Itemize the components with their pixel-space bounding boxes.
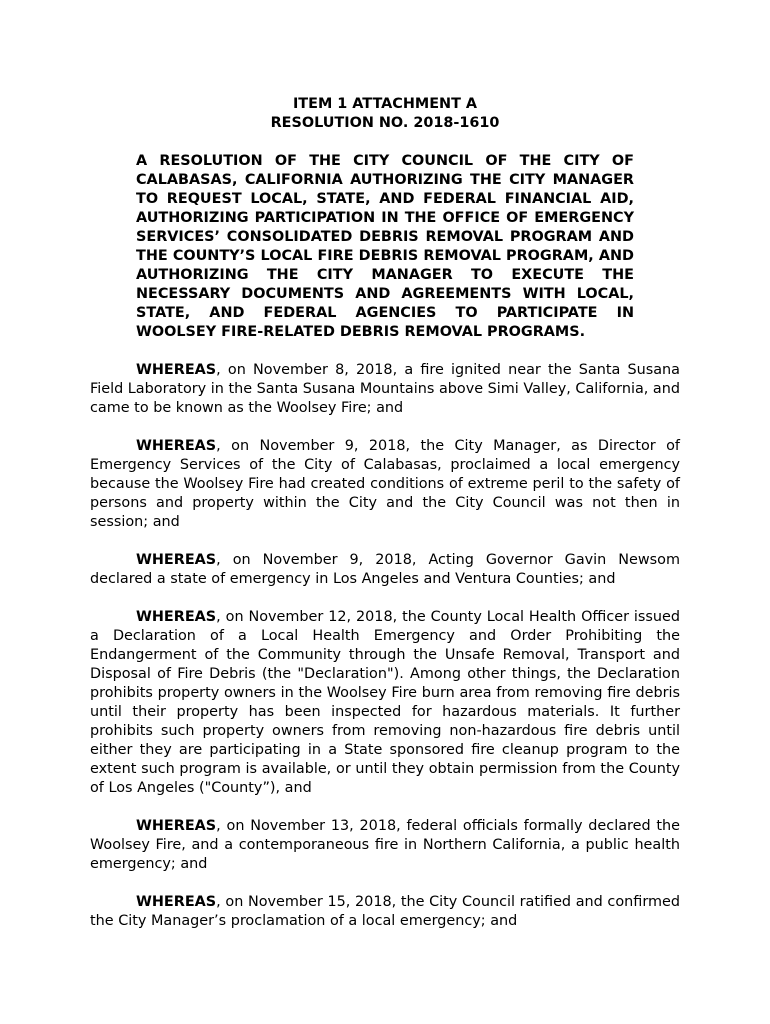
paragraph-text: , on November 8, 2018, a fire ignited near the Santa Susana Field Laboratory in the Santa Susana Mountains above Simi Valley, California, and came to be known as the Woolsey Fire; and [90, 362, 680, 416]
whereas-label: WHEREAS [136, 894, 217, 910]
resolution-title: A RESOLUTION OF THE CITY COUNCIL OF THE CITY OF CALABASAS, CALIFORNIA AUTHORIZING THE CITY MANAGER TO REQUEST LOCAL, STATE, AND FEDERAL FINANCIAL AID, AUTHORIZING PARTICIPATION IN THE OFFICE OF EMERGENCY SERVICES’ CONSOLIDATED DEBRIS REMOVAL PROGRAM AND THE COUNTY’S LOCAL FIRE DEBRIS REMOVAL PROGRAM, AND AUTHORIZING THE CITY MANAGER TO EXECUTE THE NECESSARY DOCUMENTS AND AGREEMENTS WITH LOCAL, STATE, AND FEDERAL AGENCIES TO PARTICIPATE IN WOOLSEY FIRE-RELATED DEBRIS REMOVAL PROGRAMS. [136, 153, 634, 340]
whereas-label: WHEREAS [136, 362, 217, 378]
document-page [90, 95, 680, 931]
whereas-paragraph [90, 817, 680, 874]
whereas-label: WHEREAS [136, 552, 217, 568]
resolution-number: RESOLUTION NO. 2018-1610 [270, 115, 500, 131]
whereas-label: WHEREAS [136, 818, 217, 834]
paragraph-text: , on November 12, 2018, the County Local Health Officer issued a Declaration of a Local Health Emergency and Order Prohibiting the Endangerment of the Community through the Unsafe Removal, Transport and Disposal of Fire Debris (the "Declaration"). Among other things, the Declaration prohibits property owners in the Woolsey Fire burn area from removing fire debris until their property has been inspected for hazardous materials. It further prohibits such property owners from removing non-hazardous fire debris until either they are participating in a State sponsored fire cleanup program to the extent such program is available, or until they obtain permission from the County of Los Angeles ("County”), and [90, 609, 680, 796]
whereas-paragraph [90, 893, 680, 931]
whereas-paragraph [90, 437, 680, 532]
paragraph-text: , on November 15, 2018, the City Council ratified and confirmed the City Manager’s proclamation of a local emergency; and [90, 894, 680, 929]
whereas-paragraph [90, 361, 680, 418]
paragraph-text: , on November 9, 2018, the City Manager, as Director of Emergency Services of the City of Calabasas, proclaimed a local emergency because the Woolsey Fire had created conditions of extreme peril to the safety of persons and property within the City and the City Council was not then in session; and [90, 438, 680, 530]
whereas-paragraph [90, 551, 680, 589]
paragraph-text: , on November 9, 2018, Acting Governor Gavin Newsom declared a state of emergency in Los Angeles and Ventura Counties; and [90, 552, 680, 587]
attachment-heading: ITEM 1 ATTACHMENT A [292, 96, 478, 112]
whereas-paragraph [90, 608, 680, 798]
paragraph-text: , on November 13, 2018, federal officials formally declared the Woolsey Fire, and a contemporaneous fire in Northern California, a public health emergency; and [90, 818, 680, 872]
whereas-label: WHEREAS [136, 438, 217, 454]
whereas-label: WHEREAS [136, 609, 217, 625]
